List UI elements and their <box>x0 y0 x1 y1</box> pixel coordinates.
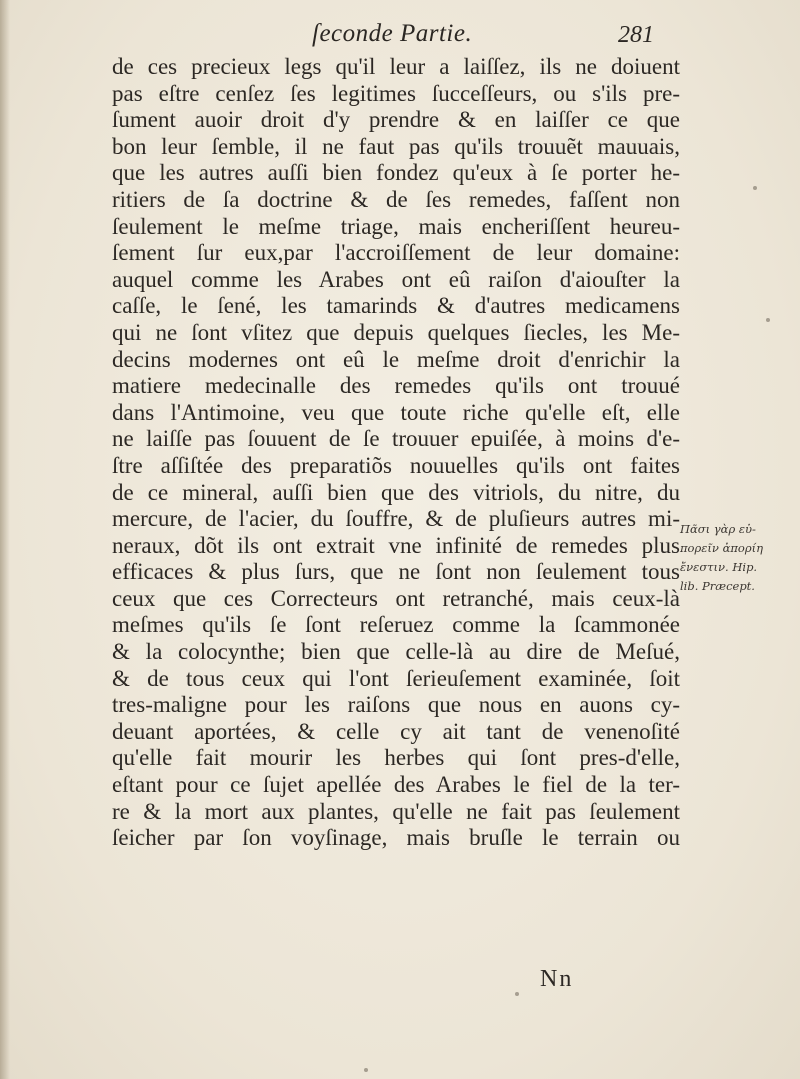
gutter-shadow <box>0 0 10 1079</box>
text-line: bon leur ſemble, il ne faut pas qu'ils trouuẽt mauuais, <box>112 133 680 159</box>
text-line: re & la mort aux plantes, qu'elle ne fait pas ſeulement <box>112 798 680 824</box>
text-line: efficaces & plus ſurs, que ne ſont non ſeulement tous <box>112 559 680 585</box>
text-line: ſeicher par ſon voyſinage, mais bruſle le terrain ou <box>112 825 680 851</box>
text-line: dans l'Antimoine, veu que toute riche qu'elle eſt, elle <box>112 399 680 425</box>
text-line: de ces precieux legs qu'il leur a laiſſez, ils ne doiuent <box>112 54 680 79</box>
text-line: caſſe, le ſené, les tamarinds & d'autres medicamens <box>112 293 680 319</box>
text-line: & la colocynthe; bien que celle-là au dire de Meſué, <box>112 639 680 665</box>
paper-speck <box>364 1068 368 1072</box>
text-line: auquel comme les Arabes ont eû raiſon d'aiouſter la <box>112 266 680 292</box>
text-line: matiere medecinalle des remedes qu'ils ont trouué <box>112 373 680 399</box>
text-line: ſtre aſſiſtée des preparatiõs nouuelles qu'ils ont faites <box>112 452 680 478</box>
text-line: ſument auoir droit d'y prendre & en laiſſer ce que <box>112 107 680 133</box>
text-line: qui ne ſont vſitez que depuis quelques ſiecles, les Me- <box>112 319 680 345</box>
paper-speck <box>753 186 757 190</box>
page-number: 281 <box>618 22 654 48</box>
text-line: ceux que ces Correcteurs ont retranché, mais ceux-là <box>112 585 680 611</box>
signature-mark: Nn <box>540 966 574 992</box>
margin-note <box>680 520 790 596</box>
margin-note-line: lib. Præcept. <box>680 579 755 593</box>
running-head-title: ſeconde Partie. <box>312 20 473 47</box>
text-line: eſtant pour ce ſujet apellée des Arabes le fiel de la ter- <box>112 772 680 798</box>
text-line: ritiers de ſa doctrine & de ſes remedes, faſſent non <box>112 186 680 212</box>
margin-note-line: πορεῖν ἀπορίη <box>680 541 763 555</box>
text-line: mercure, de l'acier, du ſouffre, & de pluſieurs autres mi- <box>112 506 680 532</box>
paper-speck <box>766 318 770 322</box>
text-line: pas eſtre cenſez ſes legitimes ſucceſſeurs, ou s'ils pre- <box>112 80 680 106</box>
text-line: qu'elle fait mourir les herbes qui ſont pres-d'elle, <box>112 745 680 771</box>
margin-note-line: Πᾶσι γὰρ εὐ- <box>680 522 756 536</box>
text-line: decins modernes ont eû le meſme droit d'enrichir la <box>112 346 680 372</box>
text-line: que les autres auſſi bien fondez qu'eux à ſe porter he- <box>112 160 680 186</box>
text-line: & de tous ceux qui l'ont ſerieuſement examinée, ſoit <box>112 665 680 691</box>
running-head <box>0 20 800 50</box>
body-text <box>112 54 680 852</box>
paper-speck <box>515 992 519 996</box>
text-line: meſmes qu'ils ſe ſont reſeruez comme la ſcammonée <box>112 612 680 638</box>
text-line: ſement ſur eux,par l'accroiſſement de leur domaine: <box>112 240 680 266</box>
text-line: ne laiſſe pas ſouuent de ſe trouuer epuiſée, à moins d'e- <box>112 426 680 452</box>
margin-note-line: ἔνεστιν. Hip. <box>680 560 758 574</box>
text-line: tres-maligne pour les raiſons que nous en auons cy- <box>112 692 680 718</box>
text-line: neraux, dõt ils ont extrait vne infinité de remedes plus <box>112 532 680 558</box>
text-line: de ce mineral, auſſi bien que des vitriols, du nitre, du <box>112 479 680 505</box>
text-line: deuant aportées, & celle cy ait tant de venenoſité <box>112 718 680 744</box>
text-line: ſeulement le meſme triage, mais encheriſſent heureu- <box>112 213 680 239</box>
